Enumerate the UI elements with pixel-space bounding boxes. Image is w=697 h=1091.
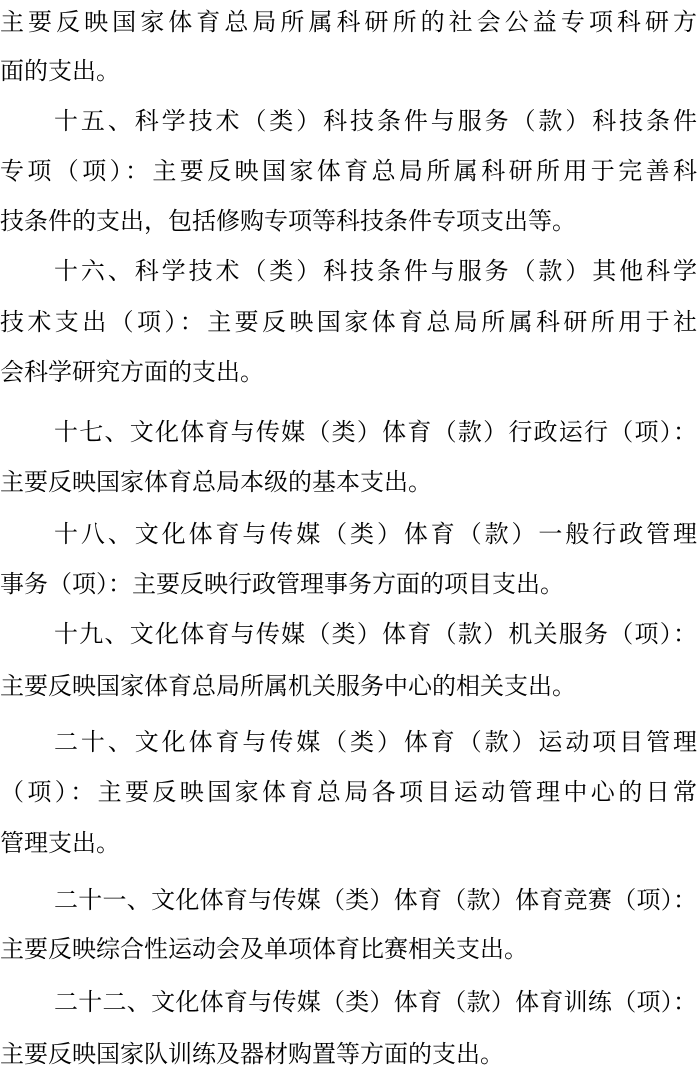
paragraph-line: 主要反映国家体育总局所属科研所的社会公益专项科研方 (0, 8, 697, 36)
paragraph-line: 专项（项）：主要反映国家体育总局所属科研所用于完善科 (0, 157, 697, 185)
paragraph-line: 会科学研究方面的支出。 (0, 358, 264, 386)
paragraph-line: 技术支出（项）：主要反映国家体育总局所属科研所用于社 (0, 308, 697, 336)
paragraph-line: 面的支出。 (0, 57, 120, 85)
paragraph-line: 十六、科学技术（类）科技条件与服务（款）其他科学 (54, 257, 697, 285)
paragraph-line: 主要反映国家体育总局所属机关服务中心的相关支出。 (0, 672, 576, 700)
paragraph-line: 管理支出。 (0, 829, 120, 857)
paragraph-line: 技条件的支出，包括修购专项等科技条件专项支出等。 (0, 207, 576, 235)
paragraph-line: 二十、文化体育与传媒（类）体育（款）运动项目管理 (54, 728, 697, 756)
paragraph-line: 十五、科学技术（类）科技条件与服务（款）科技条件 (54, 107, 697, 135)
paragraph-line: 二十一、文化体育与传媒（类）体育（款）体育竞赛（项）： (54, 886, 697, 914)
paragraph-line: 十八、文化体育与传媒（类）体育（款）一般行政管理 (54, 520, 697, 548)
paragraph-line: 十九、文化体育与传媒（类）体育（款）机关服务（项）： (54, 620, 697, 648)
paragraph-line: （项）：主要反映国家体育总局各项目运动管理中心的日常 (0, 778, 697, 806)
paragraph-line: 主要反映国家队训练及器材购置等方面的支出。 (0, 1040, 504, 1068)
paragraph-line: 十七、文化体育与传媒（类）体育（款）行政运行（项）： (54, 418, 697, 446)
paragraph-line: 主要反映综合性运动会及单项体育比赛相关支出。 (0, 935, 528, 963)
paragraph-line: 主要反映国家体育总局本级的基本支出。 (0, 468, 432, 496)
paragraph-line: 事务（项）：主要反映行政管理事务方面的项目支出。 (0, 570, 564, 598)
paragraph-line: 二十二、文化体育与传媒（类）体育（款）体育训练（项）： (54, 988, 697, 1016)
